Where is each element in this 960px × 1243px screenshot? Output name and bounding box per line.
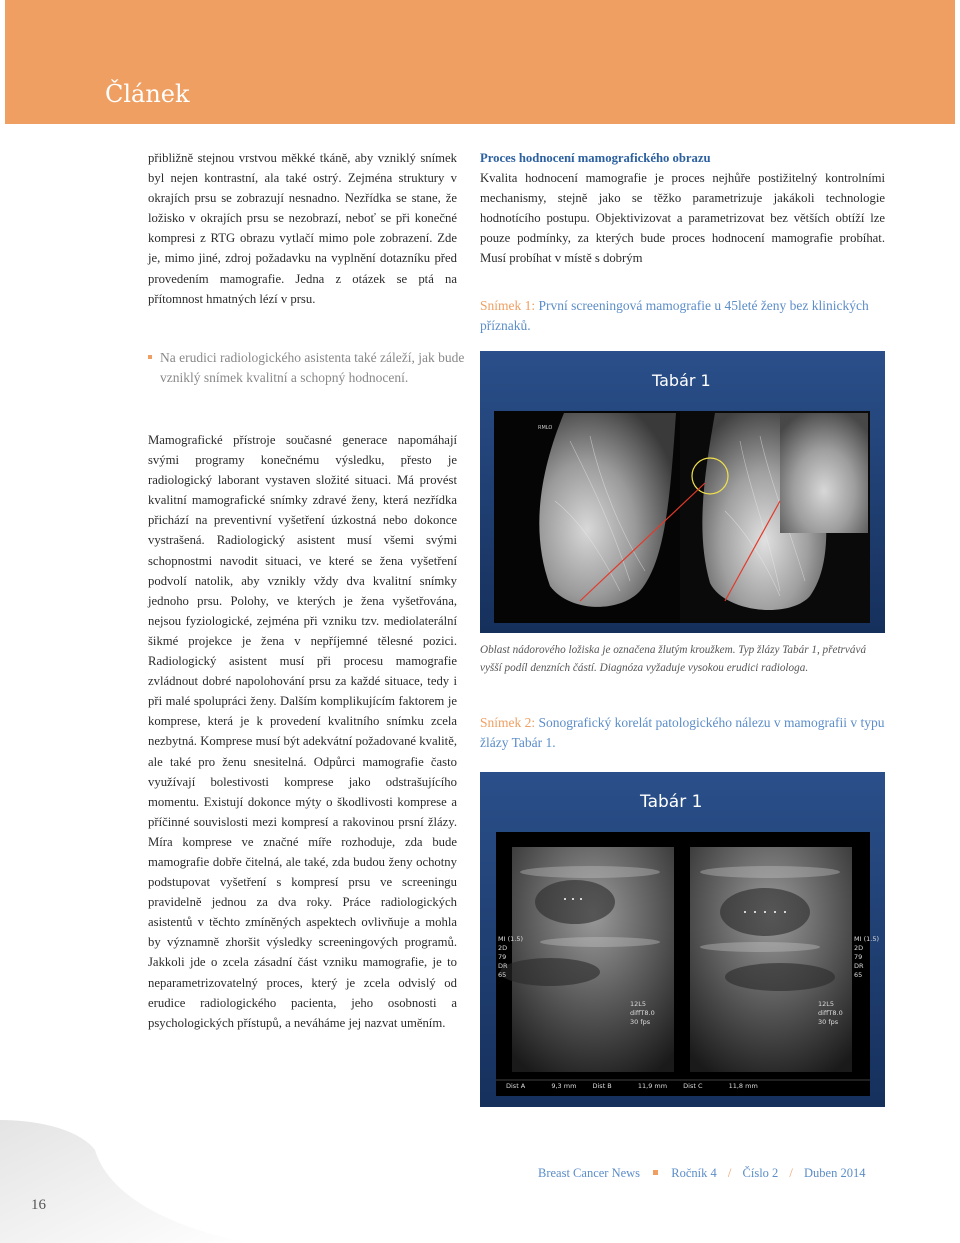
us-left-params [498,935,523,980]
mammogram-image [480,351,885,633]
slash-divider: / [789,1166,793,1180]
right-column-text [480,148,885,269]
figure1-caption: Oblast nádorového ložiska je označena žlutým kroužkem. Typ žlázy Tabár 1, přetrvává vyšší podíl denzních částí. Diagnóza vyžaduje vysokou erudici radiologa. [480,644,867,674]
param: 79 [854,953,863,961]
pullquote-text: Na erudici radiologického asistenta také záleží, jak bude vzniklý snímek kvalitní a schopný hodnocení. [160,350,465,386]
issue: Číslo 2 [742,1166,779,1180]
param: MI (1.5) [854,935,880,943]
probe-right [818,1000,843,1027]
footer-info [538,1166,865,1181]
page-curl-decoration [0,1120,260,1243]
probe-param: diffT8.0 [818,1009,843,1017]
bullet-icon [148,355,152,359]
probe-param: 12L5 [630,1000,647,1008]
figure1-label: Snímek 1: [480,298,536,313]
measurement: Dist B [592,1082,612,1090]
page-number: 16 [31,1197,46,1213]
param: MI (1.5) [498,935,524,943]
param: 65 [854,971,863,979]
intro-paragraph: přibližně stejnou vrstvou měkké tkáně, aby vzniklý snímek byl nejen kontrastní, ala také ostrý. Zejména struktury v okrajích prsu se zobrazují nesnadno. Nezřídka se stane, že ložisko v okrajích prsu se nezobrazí, neboť se při konečné kompresi z RTG obrazu vytlačí mimo pole zobrazení. Zde je, mimo jiné, zdroj požadavku na vyplnění dotazníku před provedením mamografie. Jedna z otázek se ptá na přítomnost hmatných lézí v prsu. [148,151,457,306]
left-intro-text [148,148,457,309]
main-paragraph: Mamografické přístroje současné generace napomáhají svými programy konečnému výsledku, přesto je radiologický laborant vystaven složité situaci. Má provést kvalitní mamografické snímky zdravé ženy, která nezřídka přichází na preventivní vyšetření úzkostná nebo dokonce vystrašená. Radiologický asistent musí všemi svými schopnostmi navodit situaci, ve které se žena vyšetření podvolí natolik, aby vznikly vždy dva kvalitní snímky jednoho prsu. Polohy, ve kterých je žena vyšetřována, nejsou fyziologické, zejména při vzniku tzv. mediolaterální šikmé projekce je žena v nepříjemné tělesné pozici. Radiologický asistent musí při procesu mamografie zvládnout dobré napolohování prsu za každé situace, tedy i při malé spolupráci ženy. Dalším komplikujícím faktorem je komprese, která je k provedení kvalitního snímku zcela nezbytná. Komprese musí být adekvátní požadované kvalitě, ale také pro ženu snesitelná. Odpůrci mamografie často využívají bolestivosti komprese jako odstrašujícího momentu. Existují dokonce mýty o škodlivosti komprese a příčinné souvislosti mezi kompresí a rakovinou prsní žlázy. Míra komprese ve značné míře rozhoduje, zda bude mamografie dobře čitelná, ale také, zda budou ženy ochotny podstupovat vyšetření s kompresí prsu ve screeningu pravidelně jednou za dva roky. Práce radiologických asistentů v těchto zmíněných aspektech ovlivňuje a mohla by významně zhoršit výsledky screeningových programů. Jakkoli jde o zcela zásadní část vzniku mamografie, je to neparametrizovatelný proces, který je zcela odvislý od erudice radiologického pacienta, jeho osobnosti a psychologických přístupů, a neváháme jej nazvat uměním. [148,433,457,1030]
figure1-image-label: Tabár 1 [652,371,711,390]
pullquote [148,348,468,389]
section-paragraph: Kvalita hodnocení mamografie je proces nejhůře postižitelný kontrolními mechanismy, stejně jako se těžko parametrizuje jakákoli technologie hodnotícího postupu. Objektivizovat a parametrizovat bez větších obtíží lze pouze podmínky, za kterých bude proces hodnocení mamografie probíhat. Musí probíhat v místě s dobrým [480,171,885,266]
measurement: 11,8 mm [728,1082,758,1090]
figure2-title-text: Sonografický korelát patologického nálezu v mamografii v typu žlázy Tabár 1. [480,715,885,751]
param: 65 [498,971,507,979]
slash-divider: / [727,1166,732,1180]
measurement: Dist A [506,1082,526,1090]
probe-param: 30 fps [818,1018,839,1026]
measurement: Dist C [683,1082,703,1090]
param: 2D [854,944,864,952]
date: Duben 2014 [804,1166,866,1180]
square-bullet-icon [653,1170,658,1175]
measurement: 11,9 mm [637,1082,668,1090]
view-marker: RMLO [538,425,553,431]
us-right-params [854,935,879,980]
figure1-title-text: První screeningová mamografie u 45leté ženy bez klinických příznaků. [480,298,869,334]
volume: Ročník 4 [671,1166,717,1180]
left-main-text [148,430,457,1033]
figure2-image-label: Tabár 1 [640,792,703,812]
figure1-title [480,296,890,337]
figure1-mammogram [480,351,885,633]
section-header-band [5,0,955,124]
measurements-bar [506,1082,866,1090]
figure2-ultrasound [480,772,885,1107]
section-heading: Proces hodnocení mamografického obrazu [480,151,711,165]
journal-name: Breast Cancer News [538,1166,641,1180]
param: 2D [498,944,508,952]
section-label: Článek [105,80,190,108]
ultrasound-image [480,772,885,1107]
probe-param: 12L5 [818,1000,835,1008]
probe-left [630,1000,655,1027]
probe-param: diffT8.0 [630,1009,655,1017]
param: DR [854,962,864,970]
param: 79 [498,953,507,961]
figure2-title [480,713,890,754]
param: DR [498,962,508,970]
probe-param: 30 fps [630,1018,651,1026]
figure2-label: Snímek 2: [480,715,536,730]
measurement: 9,3 mm [551,1082,577,1090]
